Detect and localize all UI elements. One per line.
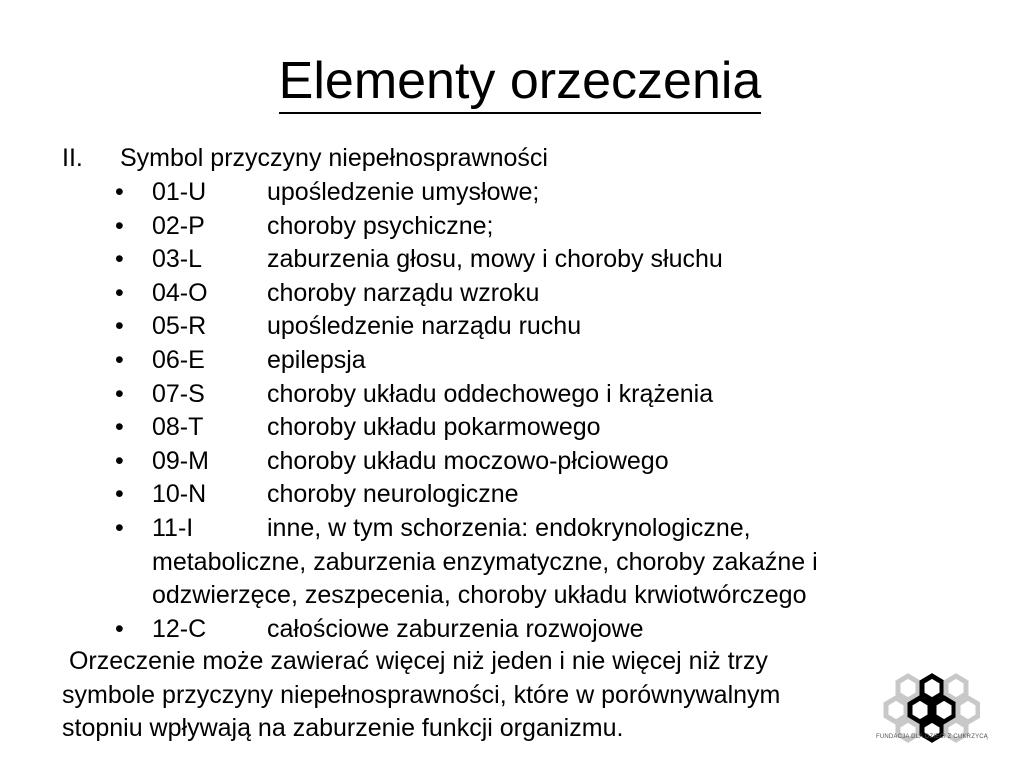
bullet: • — [115, 379, 124, 408]
item-description: całościowe zaburzenia rozwojowe — [267, 614, 644, 643]
bullet: • — [115, 513, 124, 542]
bullet: • — [115, 480, 124, 509]
list-item — [110, 277, 910, 311]
item-description: epilepsja — [267, 345, 366, 374]
list-item — [110, 243, 910, 277]
item-code: 05-R — [152, 312, 207, 341]
list-item — [110, 478, 910, 512]
list-item — [110, 512, 910, 613]
item-description-continued: odzwierzęce, zeszpecenia, choroby układu krwiotwórczego — [152, 581, 807, 610]
item-description: choroby psychiczne; — [267, 211, 494, 240]
bullet: • — [115, 345, 124, 374]
hexagon-shape — [898, 676, 918, 700]
bullet: • — [115, 312, 124, 341]
item-code: 10-N — [152, 480, 207, 509]
item-description-continued: metaboliczne, zaburzenia enzymatyczne, choroby zakaźne i — [152, 547, 818, 576]
bullet: • — [115, 278, 124, 307]
item-description: choroby narządu wzroku — [267, 278, 540, 307]
bullet: • — [115, 614, 124, 643]
note-line: symbole przyczyny niepełnosprawności, które w porównywalnym — [62, 680, 781, 709]
item-description: choroby układu oddechowego i krążenia — [267, 379, 714, 408]
cause-symbol-list — [110, 176, 910, 646]
note-line: stopniu wpływają na zaburzenie funkcji organizmu. — [62, 714, 624, 743]
list-item — [110, 411, 910, 445]
section-number: II. — [62, 144, 83, 172]
bullet: • — [115, 245, 124, 274]
list-item — [110, 176, 910, 210]
item-description: upośledzenie narządu ruchu — [267, 312, 582, 341]
hexagon-shape — [934, 698, 954, 722]
list-item — [110, 378, 910, 412]
item-code: 03-L — [152, 245, 203, 274]
note-paragraph — [62, 645, 892, 746]
page-title — [0, 42, 1024, 120]
item-code: 01-U — [152, 178, 207, 206]
item-code: 04-O — [152, 278, 208, 307]
hexagon-shape — [910, 698, 930, 722]
section-heading-text: Symbol przyczyny niepełnosprawności — [120, 144, 548, 172]
list-item — [110, 445, 910, 479]
section-heading — [62, 142, 548, 174]
item-description: choroby układu pokarmowego — [267, 413, 601, 442]
page-title-text: Elementy orzeczenia — [279, 52, 762, 114]
item-description: choroby neurologiczne — [267, 480, 519, 509]
item-code: 06-E — [152, 345, 205, 374]
note-line: Orzeczenie może zawierać więcej niż jeden i nie więcej niż trzy — [62, 647, 768, 675]
bullet: • — [115, 211, 124, 240]
item-description: upośledzenie umysłowe; — [267, 178, 540, 206]
logo-caption: FUNDACJA DLA DZIECI Z CUKRZYCĄ — [876, 734, 989, 740]
list-item — [110, 344, 910, 378]
hexagon-shape — [958, 698, 978, 722]
bullet: • — [115, 446, 124, 475]
list-item — [110, 310, 910, 344]
item-description: inne, w tym schorzenia: endokrynologiczne, — [267, 513, 751, 542]
item-code: 02-P — [152, 211, 205, 240]
item-code: 09-M — [152, 446, 209, 475]
hexagon-shape — [946, 676, 966, 700]
item-code: 07-S — [152, 379, 205, 408]
list-item — [110, 613, 910, 647]
item-description: zaburzenia głosu, mowy i choroby słuchu — [267, 245, 723, 274]
hexagon-shape — [886, 698, 906, 722]
list-item — [110, 210, 910, 244]
item-description: choroby układu moczowo-płciowego — [267, 446, 669, 475]
item-code: 11-I — [152, 513, 194, 542]
hexagon-shape — [922, 676, 942, 700]
bullet: • — [115, 413, 124, 442]
bullet: • — [115, 178, 124, 206]
item-code: 12-C — [152, 614, 207, 643]
item-code: 08-T — [152, 413, 204, 442]
